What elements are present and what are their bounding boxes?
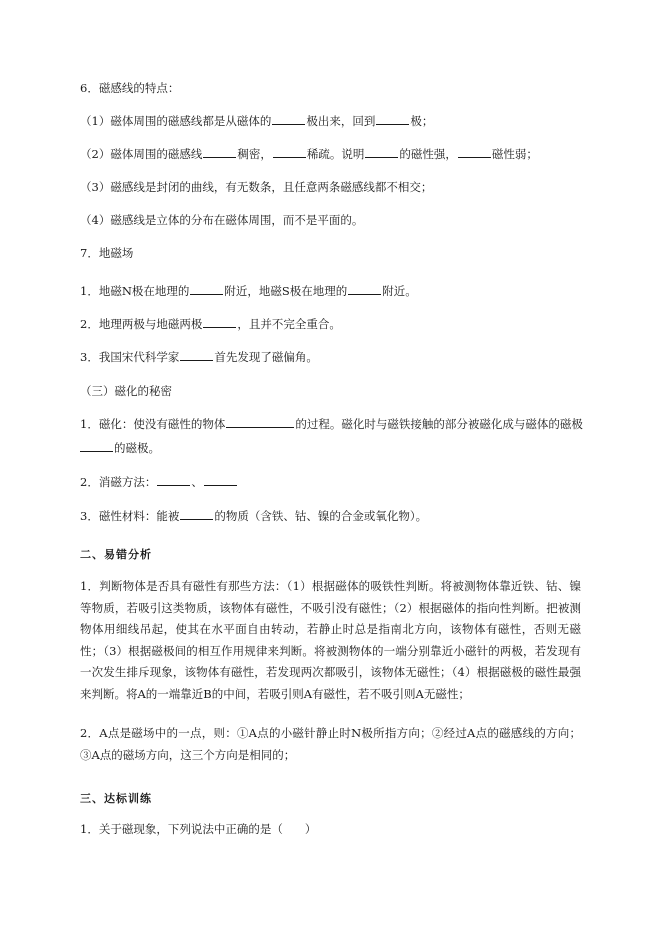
paragraph-judge-magnetism: 1．判断物体是否具有磁性有那些方法：（1）根据磁体的吸铁性判断。将被测物体靠近铁、钴、镍等物质，若吸引这类物质，该物体有磁性，不吸引没有磁性；（2）根据磁体的指向性判断。把被测物体用细线吊起，使其在水平面自由转动，若静止时总是指南北方向，该物体有磁性，否则无磁性；（3）根据磁极间的相互作用规律来判断。将被测物体的一端分别靠近小磁针的两极，若发现有一次发生排斥现象，该物体有磁性，若发现两次都吸引，该物体无磁性；（4）根据磁极的磁性最强来判断。将A的一端靠近B的中间，若吸引则A有磁性，若不吸引则A无磁性；: [80, 579, 581, 701]
item-6-4: （4）磁感线是立体的分布在磁体周围，而不是平面的。: [80, 213, 364, 227]
blank: [190, 283, 223, 295]
blank: [365, 146, 398, 158]
item-7-2: 2．地理两极与地磁两极 ，且并不完全重合。: [80, 317, 341, 331]
item-mag-3: 3．磁性材料：能被 的物质（含铁、钴、镍的合金或氧化物）。: [80, 509, 428, 523]
blank: [180, 349, 213, 361]
item-6-1: （1）磁体周围的磁感线都是从磁体的 极出来，回到 极；: [80, 114, 434, 128]
section-7-title: 7．地磁场: [80, 246, 134, 260]
item-mag-1: 1．磁化：使没有磁性的物体 的过程。磁化时与磁铁接触的部分被磁化成与磁体的磁极: [80, 417, 583, 431]
blank: [80, 440, 113, 452]
blank: [157, 474, 190, 486]
blank: [204, 474, 237, 486]
item-6-2: （2）磁体周围的磁感线 稠密， 稀疏。说明 的磁性强， 磁性弱；: [80, 147, 538, 161]
item-mag-2: 2．消磁方法： 、: [80, 474, 581, 490]
blank: [203, 146, 236, 158]
item-7-3: 3．我国宋代科学家 首先发现了磁偏角。: [80, 350, 318, 364]
item-7-1: 1．地磁N极在地理的 附近，地磁S极在地理的 附近。: [80, 284, 417, 298]
blank: [180, 508, 213, 520]
blank: [458, 146, 491, 158]
item-6-3: （3）磁感线是封闭的曲线，有无数条，且任意两条磁感线都不相交；: [80, 180, 433, 194]
blank: [203, 316, 236, 328]
blank: [272, 113, 305, 125]
subsection-magnetization: （三）磁化的秘密: [80, 384, 172, 398]
paragraph-point-a: 2．A点是磁场中的一点，则：①A点的小磁针静止时N极所指方向；②经过A点的磁感线的方向；③A点的磁场方向，这三个方向是相同的；: [80, 726, 581, 762]
heading-error-analysis: 二、易错分析: [80, 548, 152, 561]
section-6-title: 6．磁感线的特点：: [80, 81, 180, 95]
item-mag-1-cont: 的磁极。: [80, 440, 581, 456]
question-1: 1．关于磁现象，下列说法中正确的是（ ）: [80, 822, 317, 836]
blank: [348, 283, 381, 295]
blank: [273, 146, 306, 158]
blank: [376, 113, 409, 125]
blank: [226, 416, 294, 428]
heading-practice: 三、达标训练: [80, 792, 152, 805]
